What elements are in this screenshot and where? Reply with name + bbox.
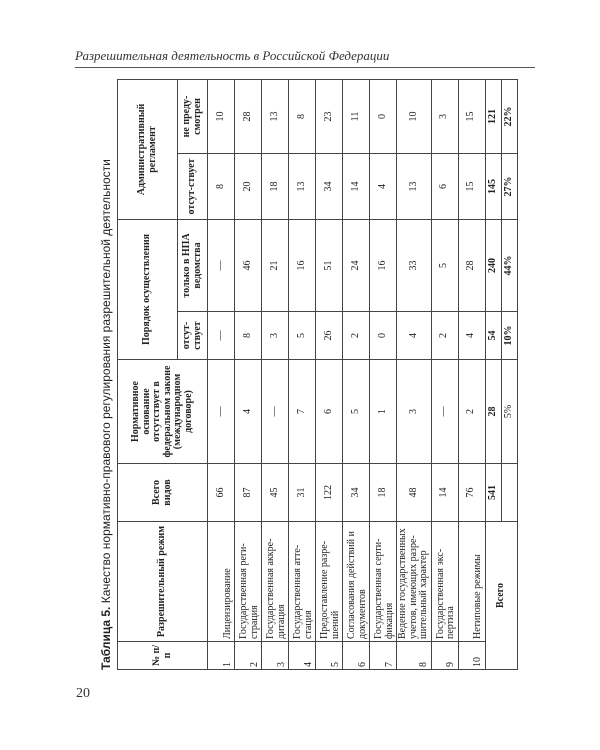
row-num: 8 bbox=[397, 642, 432, 670]
row-num: 6 bbox=[343, 642, 370, 670]
row-admin-absent: 15 bbox=[458, 153, 485, 219]
row-regime: Ведение государственных учетов, имеющих разре-шительный характер bbox=[397, 522, 432, 642]
row-proc-absent: 0 bbox=[370, 312, 397, 360]
header-total-kinds: Всего видов bbox=[118, 464, 208, 522]
caption-label: Таблица 5. bbox=[99, 606, 113, 670]
row-regime: Государственная атте-стация bbox=[289, 522, 316, 642]
row-no-basis: 2 bbox=[458, 360, 485, 464]
rotated-table-block bbox=[95, 80, 515, 670]
row-proc-dept: 5 bbox=[431, 219, 458, 311]
row-proc-absent: 8 bbox=[235, 312, 262, 360]
row-regime: Государственная реги-страция bbox=[235, 522, 262, 642]
row-num: 3 bbox=[262, 642, 289, 670]
row-admin-not-provided: 3 bbox=[431, 79, 458, 153]
totals-admin-absent: 145 bbox=[485, 153, 501, 219]
row-regime: Согласования действий и документов bbox=[343, 522, 370, 642]
row-admin-absent: 34 bbox=[316, 153, 343, 219]
row-proc-absent: — bbox=[208, 312, 235, 360]
header-regime: Разрешительный режим bbox=[118, 522, 208, 642]
row-admin-not-provided: 8 bbox=[289, 79, 316, 153]
row-no-basis: — bbox=[208, 360, 235, 464]
row-num: 10 bbox=[458, 642, 485, 670]
row-no-basis: 1 bbox=[370, 360, 397, 464]
header-admin-reg: Административный регламент bbox=[118, 79, 178, 219]
row-regime: Лицензирование bbox=[208, 522, 235, 642]
row-total: 18 bbox=[370, 464, 397, 522]
row-num: 5 bbox=[316, 642, 343, 670]
row-num: 1 bbox=[208, 642, 235, 670]
row-admin-absent: 18 bbox=[262, 153, 289, 219]
row-no-basis: — bbox=[262, 360, 289, 464]
percent-admin-not-provided: 22% bbox=[501, 79, 517, 153]
percent-proc-dept: 44% bbox=[501, 219, 517, 311]
row-regime: Государственная аккре-дитация bbox=[262, 522, 289, 642]
totals-admin-not-provided: 121 bbox=[485, 79, 501, 153]
row-total: 122 bbox=[316, 464, 343, 522]
header-rule bbox=[75, 67, 535, 68]
row-admin-absent: 14 bbox=[343, 153, 370, 219]
totals-label: Всего bbox=[485, 522, 517, 670]
row-num: 9 bbox=[431, 642, 458, 670]
row-total: 76 bbox=[458, 464, 485, 522]
percent-no-basis: 5% bbox=[501, 360, 517, 464]
row-no-basis: 7 bbox=[289, 360, 316, 464]
row-total: 48 bbox=[397, 464, 432, 522]
table-row bbox=[431, 79, 458, 669]
row-proc-absent: 2 bbox=[343, 312, 370, 360]
header-no-basis: Нормативное основание отсутствует в федеральном законе (международном договоре) bbox=[118, 360, 208, 464]
row-proc-dept: 16 bbox=[370, 219, 397, 311]
row-total: 31 bbox=[289, 464, 316, 522]
row-admin-not-provided: 13 bbox=[262, 79, 289, 153]
row-proc-dept: 46 bbox=[235, 219, 262, 311]
row-proc-dept: 28 bbox=[458, 219, 485, 311]
row-admin-absent: 13 bbox=[397, 153, 432, 219]
header-num: № п/п bbox=[118, 642, 208, 670]
row-no-basis: 3 bbox=[397, 360, 432, 464]
header-admin-not-provided: не преду-смотрен bbox=[178, 79, 208, 153]
caption-text: Качество нормативно-правового регулирования разрешительной деятельности bbox=[99, 159, 113, 604]
row-admin-absent: 6 bbox=[431, 153, 458, 219]
row-proc-absent: 4 bbox=[397, 312, 432, 360]
row-admin-not-provided: 10 bbox=[208, 79, 235, 153]
table-row bbox=[316, 79, 343, 669]
totals-no-basis: 28 bbox=[485, 360, 501, 464]
row-admin-absent: 8 bbox=[208, 153, 235, 219]
row-admin-not-provided: 10 bbox=[397, 79, 432, 153]
row-proc-dept: — bbox=[208, 219, 235, 311]
row-admin-not-provided: 0 bbox=[370, 79, 397, 153]
row-num: 4 bbox=[289, 642, 316, 670]
table-row bbox=[458, 79, 485, 669]
row-proc-absent: 26 bbox=[316, 312, 343, 360]
row-admin-not-provided: 23 bbox=[316, 79, 343, 153]
header-admin-absent: отсут-ствует bbox=[178, 153, 208, 219]
percent-admin-absent: 27% bbox=[501, 153, 517, 219]
row-admin-not-provided: 11 bbox=[343, 79, 370, 153]
row-proc-absent: 4 bbox=[458, 312, 485, 360]
row-proc-absent: 3 bbox=[262, 312, 289, 360]
table-row bbox=[370, 79, 397, 669]
row-no-basis: 5 bbox=[343, 360, 370, 464]
totals-row bbox=[485, 79, 501, 669]
header-procedure: Порядок осуществления bbox=[118, 219, 178, 359]
row-regime: Предоставление разре-шений bbox=[316, 522, 343, 642]
table-row bbox=[235, 79, 262, 669]
percent-total-empty bbox=[501, 464, 517, 522]
row-no-basis: 6 bbox=[316, 360, 343, 464]
table-caption bbox=[95, 80, 117, 670]
row-regime: Нетиповые режимы bbox=[458, 522, 485, 642]
row-regime: Государственная серти-фикация bbox=[370, 522, 397, 642]
row-proc-absent: 5 bbox=[289, 312, 316, 360]
table-row bbox=[262, 79, 289, 669]
table-row bbox=[208, 79, 235, 669]
table-row bbox=[289, 79, 316, 669]
row-num: 7 bbox=[370, 642, 397, 670]
totals-proc-dept: 240 bbox=[485, 219, 501, 311]
row-no-basis: 4 bbox=[235, 360, 262, 464]
row-admin-not-provided: 28 bbox=[235, 79, 262, 153]
row-total: 45 bbox=[262, 464, 289, 522]
row-proc-dept: 16 bbox=[289, 219, 316, 311]
row-proc-dept: 51 bbox=[316, 219, 343, 311]
row-admin-absent: 13 bbox=[289, 153, 316, 219]
totals-proc-absent: 54 bbox=[485, 312, 501, 360]
row-admin-not-provided: 15 bbox=[458, 79, 485, 153]
regulation-table bbox=[117, 79, 518, 670]
row-total: 34 bbox=[343, 464, 370, 522]
percent-proc-absent: 10% bbox=[501, 312, 517, 360]
header-procedure-absent: отсут-ствует bbox=[178, 312, 208, 360]
table-row bbox=[397, 79, 432, 669]
table-row bbox=[343, 79, 370, 669]
running-header: Разрешительная деятельность в Российской Федерации bbox=[75, 48, 390, 63]
row-total: 66 bbox=[208, 464, 235, 522]
row-no-basis: — bbox=[431, 360, 458, 464]
row-admin-absent: 4 bbox=[370, 153, 397, 219]
page-number: 20 bbox=[76, 686, 90, 701]
row-num: 2 bbox=[235, 642, 262, 670]
row-proc-dept: 33 bbox=[397, 219, 432, 311]
row-regime: Государственная экс-пертиза bbox=[431, 522, 458, 642]
totals-total: 541 bbox=[485, 464, 501, 522]
row-proc-dept: 21 bbox=[262, 219, 289, 311]
row-total: 87 bbox=[235, 464, 262, 522]
row-total: 14 bbox=[431, 464, 458, 522]
row-admin-absent: 20 bbox=[235, 153, 262, 219]
row-proc-absent: 2 bbox=[431, 312, 458, 360]
header-procedure-dept-only: только в НПА ведомства bbox=[178, 219, 208, 311]
row-proc-dept: 24 bbox=[343, 219, 370, 311]
